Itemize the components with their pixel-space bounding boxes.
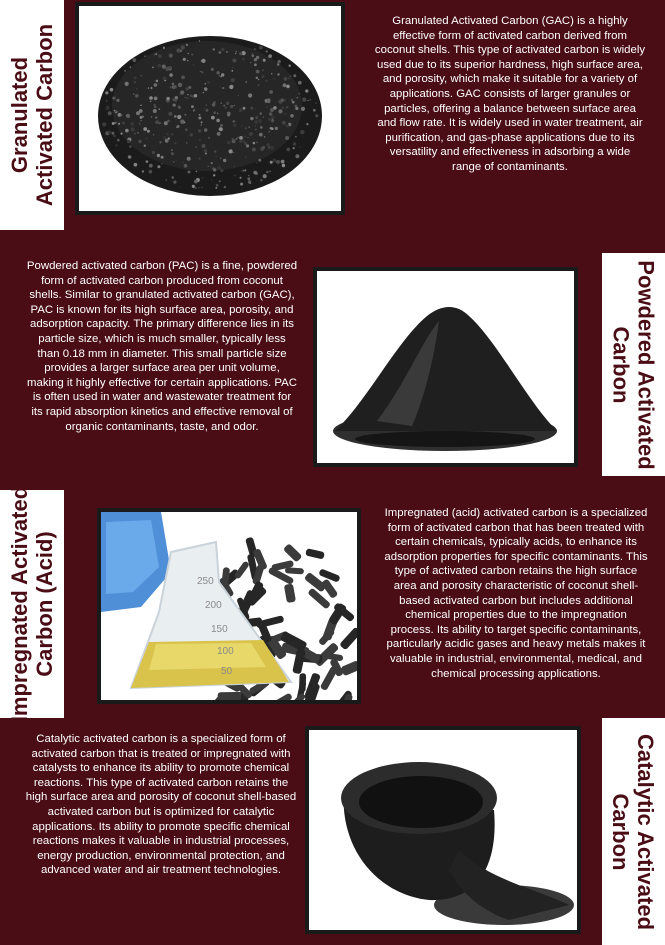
- title-line-2: Carbon: [608, 326, 634, 403]
- section-description: Catalytic activated carbon is a specialized form of activated carbon that is treated or impregnated with catalysts to enhance its ability to promote chemical reactions. This type of activated carbon retains the high surface area and porosity of coconut shell-based activated carbon but is optimized for catalytic applications. Its ability to promote specific chemical reactions makes it valuable in industrial processes, energy production, environmental protection, and advanced water and air treatment technologies.: [25, 733, 297, 877]
- granular-carbon-photo: [75, 2, 345, 215]
- section-title-tab: [0, 485, 64, 723]
- catalytic-carbon-photo: [305, 726, 581, 934]
- title-line-2: Carbon: [608, 792, 634, 870]
- powdered-carbon-image: [317, 271, 574, 463]
- granular-carbon-image: [79, 6, 341, 211]
- title-line-1: Impregnated Activated: [7, 485, 33, 723]
- section-title: [609, 733, 659, 929]
- impregnated-carbon-image: [101, 512, 357, 700]
- section-impregnated: [0, 485, 665, 723]
- title-line-2: Activated Carbon: [32, 23, 57, 207]
- title-line-1: Powdered Activated: [633, 259, 659, 470]
- section-powdered: [0, 245, 665, 480]
- section-description: Granulated Activated Carbon (GAC) is a highly effective form of activated carbon derived from coconut shells. This type of activated carbon is widely used due to its superior hardness, high surface area, and porosity, which make it suitable for a variety of applications. GAC consists of larger granules or particles, offering a balance between surface area and flow rate. It is widely used in water treatment, air purification, and gas-phase applications due to its versatility and effectiveness in adsorbing a wide range of contaminants.: [374, 15, 646, 173]
- section-title: [7, 24, 57, 206]
- section-description: Powdered activated carbon (PAC) is a fine, powdered form of activated carbon produced from coconut shells. Similar to granulated activated carbon (GAC), PAC is known for its high surface area, porosity, and adsorption capacity. The primary difference lies in its particle size, which is much smaller, typically less than 0.18 mm in diameter. This small particle size provides a larger surface area per unit volume, making it highly effective for certain applications. PAC is often used in water and wastewater treatment for its rapid absorption kinetics and effective removal of organic contaminants, taste, and odor.: [26, 260, 298, 433]
- section-description: Impregnated (acid) activated carbon is a specialized form of activated carbon that has been treated with certain chemicals, typically acids, to enhance its adsorption properties for specific contaminants. This type of activated carbon retains the high surface area and porosity characteristic of coconut shell-based activated carbon but includes additional chemical properties due to the impregnation process. Its ability to target specific contaminants, particularly acidic gases and heavy metals makes it valuable in industrial, environmental, medical, and chemical processing applications.: [384, 507, 648, 680]
- title-line-1: Catalytic Activated: [633, 733, 659, 930]
- section-title-tab: [0, 0, 64, 230]
- section-catalytic: [0, 718, 665, 945]
- catalytic-carbon-image: [309, 730, 577, 930]
- flask-mark-100: 100: [217, 646, 234, 657]
- section-title: [609, 260, 659, 469]
- powdered-carbon-photo: [313, 267, 578, 467]
- title-line-2: Carbon (Acid): [32, 531, 58, 677]
- section-granulated: [0, 0, 665, 232]
- flask-mark-150: 150: [211, 624, 228, 635]
- section-title: [7, 486, 57, 722]
- section-title-tab: [602, 253, 665, 476]
- title-line-1: Granulated: [7, 56, 32, 174]
- flask-mark-50: 50: [221, 666, 233, 677]
- impregnated-carbon-photo: [97, 508, 361, 704]
- flask-mark-200: 200: [205, 600, 222, 611]
- section-title-tab: [602, 718, 665, 945]
- flask-mark-250: 250: [197, 576, 214, 587]
